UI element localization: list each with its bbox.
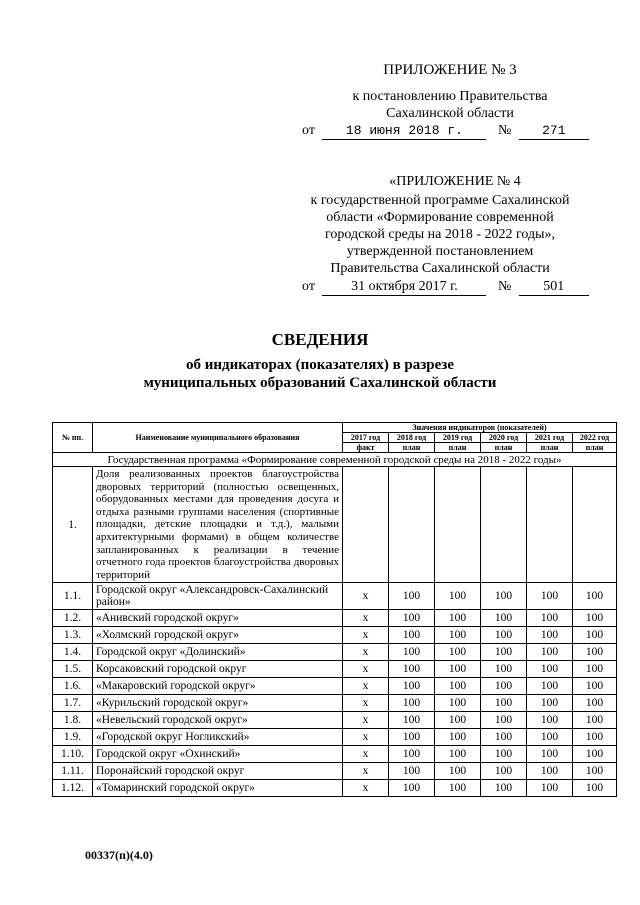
empty-cell <box>343 467 389 583</box>
table-row <box>53 763 617 780</box>
indicator-value: х <box>343 661 389 678</box>
appendix-3-reference-line-2: Сахалинской области <box>386 106 514 121</box>
program-decree-date: 31 октября 2017 г. <box>322 278 486 296</box>
row-number: 1.4. <box>53 644 93 661</box>
header-kind: план <box>573 443 617 453</box>
indicator-value: 100 <box>481 712 527 729</box>
document-title: СВЕДЕНИЯ <box>271 330 369 349</box>
header-kind: план <box>389 443 435 453</box>
indicator-value: 100 <box>389 610 435 627</box>
indicator-value: 100 <box>573 583 617 610</box>
appendix-3-reference-line-1: к постановлению Правительства <box>352 89 548 104</box>
row-number: 1.2. <box>53 610 93 627</box>
indicator-value: х <box>343 678 389 695</box>
indicator-number: 1. <box>53 467 93 583</box>
row-number: 1.6. <box>53 678 93 695</box>
table-row <box>53 644 617 661</box>
empty-cell <box>389 467 435 583</box>
header-municipality-name: Наименование муниципального образования <box>93 423 343 453</box>
header-year: 2018 год <box>389 433 435 443</box>
municipality-name: «Анивский городской округ» <box>93 610 343 627</box>
indicator-value: 100 <box>481 780 527 797</box>
table-row <box>53 627 617 644</box>
indicator-value: 100 <box>389 644 435 661</box>
indicator-value: х <box>343 712 389 729</box>
header-year: 2021 год <box>527 433 573 443</box>
indicator-value: х <box>343 644 389 661</box>
decree-date: 18 июня 2018 г. <box>322 122 486 140</box>
indicator-value: х <box>343 695 389 712</box>
program-reference-line-2: области «Формирование современной <box>326 210 554 225</box>
document-subtitle <box>0 356 640 392</box>
header-year: 2019 год <box>435 433 481 443</box>
municipality-name: Поронайский городской округ <box>93 763 343 780</box>
program-reference <box>290 192 590 277</box>
indicator-value: х <box>343 729 389 746</box>
number-label: № <box>497 279 512 294</box>
indicator-value: 100 <box>573 729 617 746</box>
municipality-name: «Невельский городской округ» <box>93 712 343 729</box>
program-decree-number: 501 <box>519 278 589 296</box>
indicator-value: 100 <box>389 695 435 712</box>
indicator-value: 100 <box>481 729 527 746</box>
indicators-table <box>52 422 617 797</box>
from-label: от <box>302 279 315 294</box>
empty-cell <box>527 467 573 583</box>
row-number: 1.3. <box>53 627 93 644</box>
table-row <box>53 729 617 746</box>
indicator-value: 100 <box>527 610 573 627</box>
indicator-value: 100 <box>527 695 573 712</box>
program-row: Государственная программа «Формирование современной городской среды на 2018 - 2022 годы» <box>53 453 617 467</box>
indicator-value: 100 <box>527 780 573 797</box>
indicator-value: 100 <box>527 712 573 729</box>
municipality-name: «Городской округ Ногликский» <box>93 729 343 746</box>
municipality-name: «Макаровский городской округ» <box>93 678 343 695</box>
header-year: 2022 год <box>573 433 617 443</box>
indicator-value: 100 <box>527 678 573 695</box>
document-subtitle-line-1: об индикаторах (показателях) в разрезе <box>186 357 454 373</box>
header-year: 2017 год <box>343 433 389 443</box>
indicator-value: 100 <box>389 763 435 780</box>
header-kind: план <box>481 443 527 453</box>
indicator-value: 100 <box>389 780 435 797</box>
indicator-value: 100 <box>573 644 617 661</box>
indicator-value: 100 <box>481 583 527 610</box>
indicator-value: 100 <box>481 627 527 644</box>
indicator-value: 100 <box>573 763 617 780</box>
empty-cell <box>481 467 527 583</box>
appendix-3-title: ПРИЛОЖЕНИЕ № 3 <box>383 62 517 78</box>
indicator-value: 100 <box>435 780 481 797</box>
indicator-value: 100 <box>527 583 573 610</box>
indicator-value: 100 <box>435 661 481 678</box>
decree-number: 271 <box>519 122 589 140</box>
document-subtitle-line-2: муниципальных образований Сахалинской области <box>143 375 497 391</box>
indicator-value: 100 <box>481 763 527 780</box>
table-row <box>53 583 617 610</box>
indicator-value: 100 <box>481 695 527 712</box>
municipality-name: «Курильский городской округ» <box>93 695 343 712</box>
appendix-4-signature-row <box>302 278 589 296</box>
appendix-3-reference <box>320 88 580 122</box>
header-kind: план <box>527 443 573 453</box>
indicator-value: 100 <box>481 678 527 695</box>
indicator-value: 100 <box>389 627 435 644</box>
header-values-group: Значения индикаторов (показателей) <box>343 423 617 433</box>
row-number: 1.7. <box>53 695 93 712</box>
indicator-value: х <box>343 780 389 797</box>
indicator-value: 100 <box>481 661 527 678</box>
indicator-value: 100 <box>573 627 617 644</box>
row-number: 1.1. <box>53 583 93 610</box>
indicator-description: Доля реализованных проектов благоустройства дворовых территорий (полностью освещенных, оборудованных местами для проведения досуга и отдыха разными группами населения (спортивные площадки, детские площадки и т.д.), малыми архитектурными формами) в общем количестве запланированных к реализации в течение отчетного года проектов благоустройства дворовых территорий <box>93 467 343 583</box>
indicator-value: 100 <box>527 661 573 678</box>
indicator-value: 100 <box>573 695 617 712</box>
table-row <box>53 678 617 695</box>
table-row <box>53 712 617 729</box>
indicator-value: 100 <box>573 712 617 729</box>
indicator-value: 100 <box>389 661 435 678</box>
table-row <box>53 746 617 763</box>
indicator-value: х <box>343 763 389 780</box>
municipality-name: Городской округ «Долинский» <box>93 644 343 661</box>
indicator-value: 100 <box>573 678 617 695</box>
indicator-value: х <box>343 583 389 610</box>
row-number: 1.11. <box>53 763 93 780</box>
header-kind: план <box>435 443 481 453</box>
indicator-value: 100 <box>573 610 617 627</box>
number-label: № <box>497 123 512 138</box>
empty-cell <box>435 467 481 583</box>
indicator-value: 100 <box>573 661 617 678</box>
header-year: 2020 год <box>481 433 527 443</box>
empty-cell <box>573 467 617 583</box>
indicator-value: х <box>343 746 389 763</box>
municipality-name: «Томаринский городской округ» <box>93 780 343 797</box>
indicator-value: 100 <box>435 763 481 780</box>
indicator-value: 100 <box>389 712 435 729</box>
document-code: 00337(п)(4.0) <box>85 848 153 862</box>
indicator-value: 100 <box>389 678 435 695</box>
program-reference-line-1: к государственной программе Сахалинской <box>310 193 570 208</box>
indicator-value: 100 <box>573 746 617 763</box>
indicator-value: 100 <box>435 644 481 661</box>
indicator-value: 100 <box>527 746 573 763</box>
indicator-row <box>53 467 617 583</box>
indicator-value: 100 <box>481 746 527 763</box>
indicator-value: х <box>343 627 389 644</box>
table-row <box>53 695 617 712</box>
header-kind: факт <box>343 443 389 453</box>
row-number: 1.12. <box>53 780 93 797</box>
indicator-value: 100 <box>435 678 481 695</box>
indicator-value: 100 <box>435 627 481 644</box>
indicator-value: 100 <box>527 763 573 780</box>
indicator-value: 100 <box>389 746 435 763</box>
indicator-value: х <box>343 610 389 627</box>
municipality-name: Городской округ «Охинский» <box>93 746 343 763</box>
indicator-value: 100 <box>527 729 573 746</box>
program-reference-line-5: Правительства Сахалинской области <box>330 261 550 276</box>
row-number: 1.10. <box>53 746 93 763</box>
row-number: 1.8. <box>53 712 93 729</box>
table-row <box>53 610 617 627</box>
indicator-value: 100 <box>481 610 527 627</box>
table-row <box>53 780 617 797</box>
municipality-name: «Холмский городской округ» <box>93 627 343 644</box>
header-number: № пп. <box>53 423 93 453</box>
indicator-value: 100 <box>435 695 481 712</box>
appendix-4-title: «ПРИЛОЖЕНИЕ № 4 <box>389 174 521 189</box>
indicator-value: 100 <box>435 746 481 763</box>
indicator-value: 100 <box>435 610 481 627</box>
indicator-value: 100 <box>481 644 527 661</box>
program-reference-line-4: утвержденной постановлением <box>346 244 534 259</box>
program-reference-line-3: городской среды на 2018 - 2022 годы», <box>324 227 556 242</box>
indicator-value: 100 <box>435 729 481 746</box>
appendix-3-signature-row <box>302 122 589 140</box>
indicator-value: 100 <box>435 712 481 729</box>
indicator-value: 100 <box>527 627 573 644</box>
from-label: от <box>302 123 315 138</box>
indicator-value: 100 <box>389 583 435 610</box>
row-number: 1.9. <box>53 729 93 746</box>
indicator-value: 100 <box>573 780 617 797</box>
municipality-name: Корсаковский городской округ <box>93 661 343 678</box>
municipality-name: Городской округ «Александровск-Сахалинский район» <box>93 583 343 610</box>
indicator-value: 100 <box>389 729 435 746</box>
row-number: 1.5. <box>53 661 93 678</box>
indicator-value: 100 <box>527 644 573 661</box>
indicator-value: 100 <box>435 583 481 610</box>
table-row <box>53 661 617 678</box>
